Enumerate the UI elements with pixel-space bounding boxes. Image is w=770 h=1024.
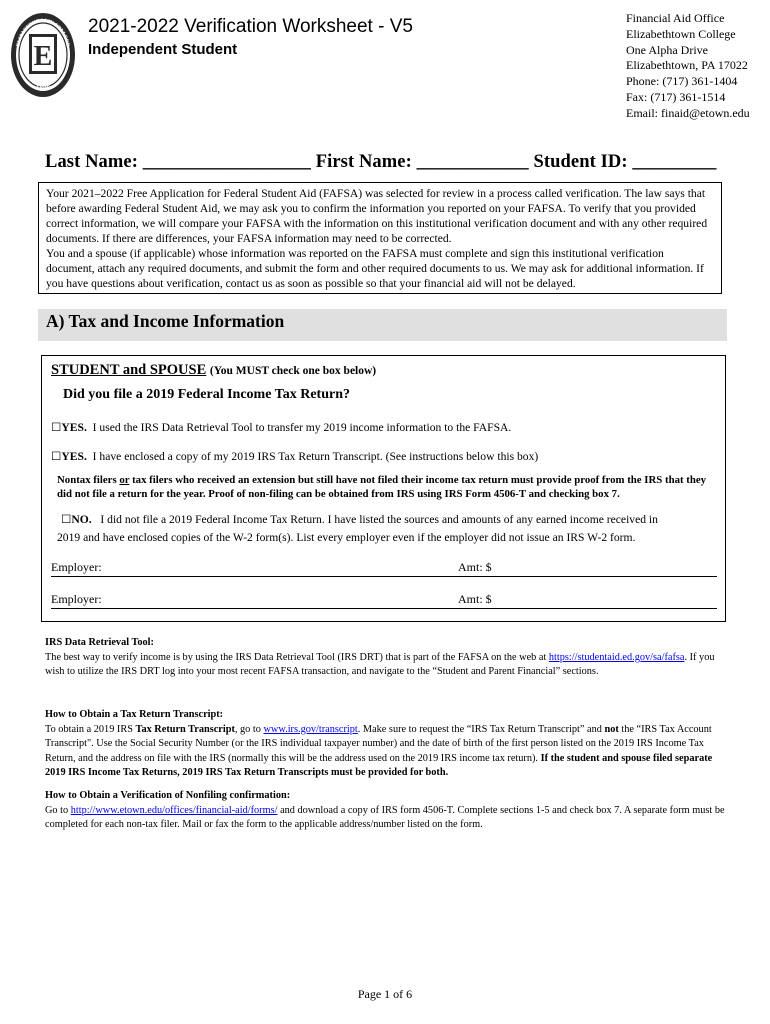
office-line: Elizabethtown, PA 17022	[626, 58, 748, 73]
option-yes-transcript[interactable]	[51, 449, 538, 463]
office-email: Email: finaid@etown.edu	[626, 105, 750, 120]
office-line: Financial Aid Office	[626, 11, 725, 25]
college-seal-logo	[10, 12, 76, 98]
employer-label: Employer:	[51, 560, 102, 574]
student-spouse-box	[41, 355, 726, 622]
section-a-heading: A) Tax and Income Information	[38, 309, 727, 341]
logo-letter: E	[33, 41, 53, 72]
option-label: YES.	[61, 450, 87, 463]
transcript-instructions	[45, 708, 729, 781]
checkbox-icon[interactable]: ☐	[51, 421, 62, 434]
intro-paragraph: Your 2021–2022 Free Application for Federal Student Aid (FAFSA) was selected for review in a process called verification. The law says that before awarding Federal Student Aid, we may ask you to confirm the information you reported on your FAFSA. To verify that you provided correct information, we will compare your FAFSA with the information on this institutional verification document and with any other required documents. If there are differences, your FAFSA information may need to be corrected.	[46, 187, 708, 245]
option-label: NO.	[71, 513, 92, 526]
option-text: I used the IRS Data Retrieval Tool to transfer my 2019 income information to the FAFSA.	[92, 421, 512, 434]
nonfiling-heading: How to Obtain a Verification of Nonfiling confirmation:	[45, 790, 291, 801]
office-line: One Alpha Drive	[626, 42, 708, 57]
office-phone: Phone: (717) 361-1404	[626, 74, 738, 89]
page-title: 2021-2022 Verification Worksheet - V5	[88, 16, 413, 37]
drt-instructions	[45, 636, 729, 680]
option-text: I have enclosed a copy of my 2019 IRS Tax Return Transcript. (See instructions below this box)	[92, 450, 539, 463]
office-address	[626, 11, 750, 122]
tax-return-question: Did you file a 2019 Federal Income Tax Return?	[63, 387, 350, 402]
option-label: YES.	[61, 421, 87, 434]
nonfiling-text: Go to http://www.etown.edu/offices/financial-aid/forms/ and download a copy of IRS form 4506-T. Complete sections 1-5 and check box 7. A separate form must be completed for each non-tax filer. Mail or fax the form to the applicable address/number listed on the form.	[45, 804, 725, 830]
checkbox-icon[interactable]: ☐	[51, 450, 62, 463]
employer-row-2[interactable]	[51, 592, 717, 609]
fafsa-link[interactable]: https://studentaid.ed.gov/sa/fafsa	[548, 651, 685, 663]
office-line: Elizabethtown College	[626, 26, 736, 41]
irs-transcript-link[interactable]: www.irs.gov/transcript	[263, 723, 358, 735]
student-box-header-note: (You MUST check one box below)	[209, 365, 377, 377]
transcript-heading: How to Obtain a Tax Return Transcript:	[45, 709, 224, 720]
employer-label: Employer:	[51, 592, 102, 606]
student-box-header-label: STUDENT and SPOUSE	[51, 362, 207, 378]
option-no[interactable]	[61, 512, 658, 526]
student-box-header	[51, 362, 376, 379]
checkbox-icon[interactable]: ☐	[61, 513, 72, 526]
drt-text: The best way to verify income is by using the IRS Data Retrieval Tool (IRS DRT) that is part of the FAFSA on the web at https://studentaid.ed.gov/sa/fafsa. If you wish to utilize the IRS DRT log into your most recent FAFSA transaction, and navigate to the “Student and Parent Financial” sections.	[45, 651, 715, 677]
option-text: I did not file a 2019 Federal Income Tax Return. I have listed the sources and amounts of any earned income received in	[100, 513, 658, 526]
college-seal-icon	[10, 12, 76, 98]
intro-paragraph: You and a spouse (if applicable) whose information was reported on the FAFSA must complete and sign this institutional verification document, attach any required documents, and submit the form and other required documents to us. We may ask for additional information. If you have questions about verification, contact us as soon as possible so that your financial aid will not be delayed.	[46, 247, 704, 290]
transcript-text: To obtain a 2019 IRS Tax Return Transcript, go to www.irs.gov/transcript. Make sure to request the “IRS Tax Return Transcript” and not the “IRS Tax Account Transcript". Use the Social Security Number (or the IRS individual taxpayer number) and the date of birth of the first person listed on the 2019 IRS Income Tax Return, and the address on file with the IRS (normally this will be the address used on the 2019 IRS income tax return). If the student and spouse filed separate 2019 IRS Income Tax Returns, 2019 IRS Tax Return Transcripts must be provided for both.	[45, 723, 713, 778]
amount-label: Amt: $	[458, 592, 492, 606]
employer-row-1[interactable]	[51, 560, 717, 577]
amount-label: Amt: $	[458, 560, 492, 574]
logo-year: 1899	[36, 84, 50, 92]
student-name-id-line[interactable]: Last Name: __________________ First Name: ____________ Student ID: _________	[45, 152, 717, 172]
page-number: Page 1 of 6	[357, 987, 413, 1001]
intro-box	[38, 182, 722, 294]
drt-heading: IRS Data Retrieval Tool:	[45, 637, 154, 648]
logo-text: ELIZABETHTOWN COLLEGE	[15, 17, 71, 48]
option-yes-drt[interactable]	[51, 420, 511, 434]
etown-forms-link[interactable]: http://www.etown.edu/offices/financial-aid/forms/	[70, 804, 278, 816]
option-no-continued: 2019 and have enclosed copies of the W-2 form(s). List every employer even if the employer did not issue an IRS W-2 form.	[57, 531, 636, 544]
nonfiling-instructions	[45, 789, 729, 833]
office-fax: Fax: (717) 361-1514	[626, 89, 726, 104]
nontax-filer-note: Nontax filers or tax filers who received an extension but still have not filed their income tax return must provide proof from the IRS that they did not file a return for the year. Proof of non-filing can be obtained from IRS using IRS Form 4506-T and checking box 7.	[57, 474, 707, 500]
page-subtitle: Independent Student	[88, 41, 238, 58]
